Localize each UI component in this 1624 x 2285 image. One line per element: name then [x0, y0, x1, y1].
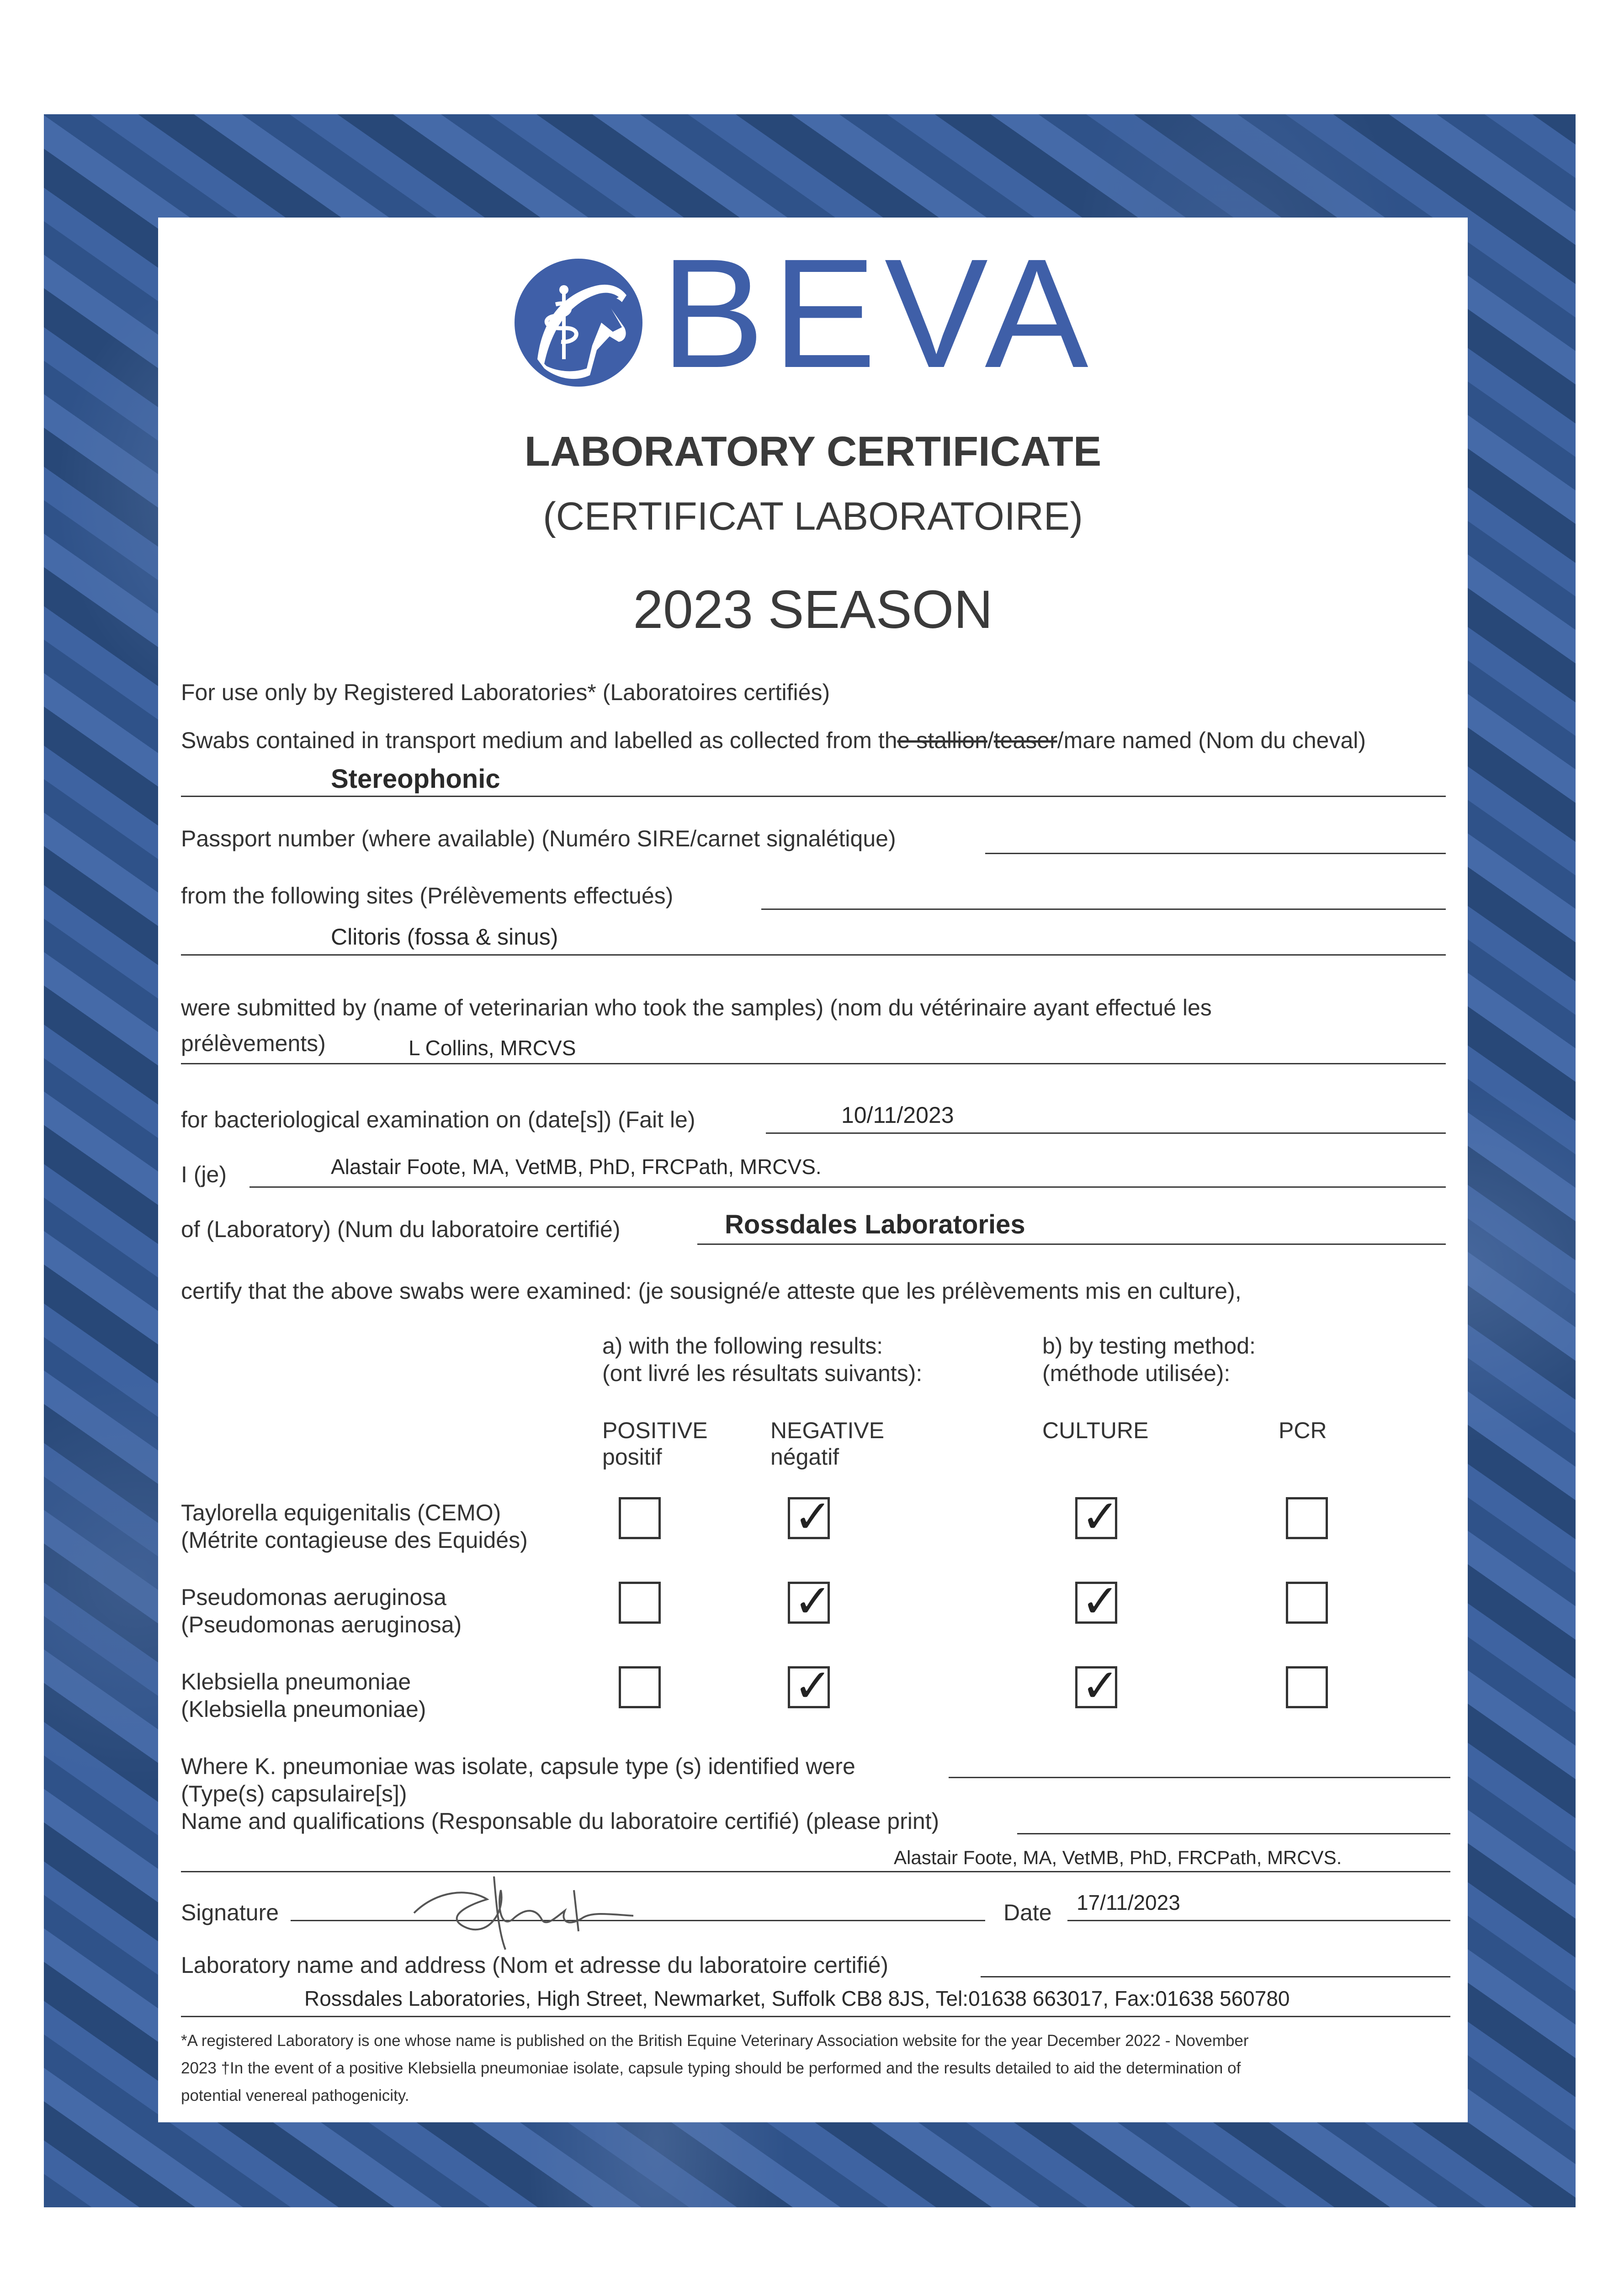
swabs-label-slash: /: [987, 728, 994, 753]
footnote-line-1: *A registered Laboratory is one whose name is published on the British Equine Veterinary Association website for the year December 2022 - November: [181, 2032, 1249, 2050]
organism-name: Klebsiella pneumoniae: [181, 1669, 411, 1695]
checkbox-pcr[interactable]: [1286, 1582, 1328, 1624]
date-value: 17/11/2023: [1077, 1891, 1180, 1914]
sites-label: from the following sites (Prélèvements effectués): [181, 883, 674, 909]
sites-line-2: [181, 954, 1446, 956]
checkbox-negative[interactable]: [788, 1574, 832, 1628]
handwritten-signature: [396, 1863, 652, 1954]
check-icon: ✓: [794, 1574, 832, 1628]
capsule-line: [949, 1777, 1450, 1778]
date-line: [1067, 1920, 1450, 1921]
results-heading-a-2: (ont livré les résultats suivants):: [602, 1360, 923, 1386]
checkbox-positive[interactable]: [619, 1582, 661, 1624]
responsible-line-2: [181, 1871, 1450, 1872]
exam-date-value: 10/11/2023: [841, 1102, 954, 1128]
exam-date-line: [766, 1132, 1446, 1134]
capsule-label-1: Where K. pneumoniae was isolate, capsule type (s) identified were: [181, 1754, 855, 1779]
organism-name: Pseudomonas aeruginosa: [181, 1584, 446, 1610]
col-negative: NEGATIVE: [770, 1418, 885, 1443]
exam-date-label: for bacteriological examination on (date[s]) (Fait le): [181, 1107, 695, 1132]
check-icon: ✓: [1081, 1574, 1120, 1628]
swabs-label-teaser: teaser: [993, 728, 1057, 753]
page-title: LABORATORY CERTIFICATE: [524, 428, 1102, 475]
address-line-2: [181, 2016, 1450, 2017]
col-pcr: PCR: [1279, 1418, 1327, 1443]
responsible-value: Alastair Foote, MA, VetMB, PhD, FRCPath, MRCVS.: [894, 1847, 1342, 1868]
submitted-line: [181, 1063, 1446, 1064]
footnote-line-2: 2023 †In the event of a positive Klebsiella pneumoniae isolate, capsule typing should be performed and the results detailed to aid the determination of: [181, 2059, 1241, 2077]
sites-line-1: [761, 909, 1446, 910]
checkbox-culture[interactable]: [1075, 1659, 1120, 1712]
lab-label: of (Laboratory) (Num du laboratoire certifié): [181, 1217, 621, 1242]
organism-name-fr: (Métrite contagieuse des Equidés): [181, 1527, 528, 1553]
swabs-label-part-e: /mare named (Nom du cheval): [1057, 728, 1366, 753]
passport-label: Passport number (where available) (Numéro SIRE/carnet signalétique): [181, 826, 896, 851]
swabs-label-part-a: Swabs contained in transport medium and labelled as collected from th: [181, 728, 897, 753]
checkbox-positive[interactable]: [619, 1497, 661, 1539]
checkbox-negative[interactable]: [788, 1659, 832, 1712]
col-positive-fr: positif: [602, 1444, 662, 1470]
check-icon: ✓: [794, 1659, 832, 1712]
sites-value: Clitoris (fossa & sinus): [331, 924, 558, 950]
responsible-label: Name and qualifications (Responsable du laboratoire certifié) (please print): [181, 1808, 939, 1834]
organism-name-fr: (Pseudomonas aeruginosa): [181, 1612, 462, 1637]
je-line: [249, 1186, 1446, 1188]
je-value: Alastair Foote, MA, VetMB, PhD, FRCPath, MRCVS.: [331, 1155, 822, 1179]
checkbox-pcr[interactable]: [1286, 1666, 1328, 1708]
col-positive: POSITIVE: [602, 1418, 708, 1443]
col-culture: CULTURE: [1042, 1418, 1149, 1443]
page-subtitle: (CERTIFICAT LABORATOIRE): [543, 494, 1083, 538]
check-icon: ✓: [1081, 1659, 1120, 1712]
je-label: I (je): [181, 1162, 227, 1187]
lab-line: [697, 1243, 1446, 1245]
address-label: Laboratory name and address (Nom et adresse du laboratoire certifié): [181, 1952, 889, 1978]
certify-text: certify that the above swabs were examined: (je sousigné/e atteste que les prélèvements mis en culture),: [181, 1278, 1242, 1304]
lab-value: Rossdales Laboratories: [725, 1210, 1025, 1239]
address-line-1: [981, 1976, 1450, 1977]
horse-name-value: Stereophonic: [331, 764, 500, 794]
results-heading-b-2: (méthode utilisée):: [1042, 1360, 1231, 1386]
checkbox-positive[interactable]: [619, 1666, 661, 1708]
swabs-label: [181, 727, 1366, 754]
organism-name-fr: (Klebsiella pneumoniae): [181, 1696, 426, 1722]
signature-label: Signature: [181, 1900, 279, 1925]
swabs-label-stallion: e stallion: [897, 728, 987, 753]
organism-name: Taylorella equigenitalis (CEMO): [181, 1500, 501, 1525]
checkbox-culture[interactable]: [1075, 1490, 1120, 1543]
horse-name-line: [181, 796, 1446, 797]
checkbox-culture[interactable]: [1075, 1574, 1120, 1628]
check-icon: ✓: [794, 1490, 832, 1543]
col-negative-fr: négatif: [770, 1444, 839, 1470]
certificate-sheet: [158, 218, 1468, 2122]
check-icon: ✓: [1081, 1490, 1120, 1543]
submitted-value: L Collins, MRCVS: [409, 1036, 576, 1060]
checkbox-negative[interactable]: [788, 1490, 832, 1543]
season-heading: 2023 SEASON: [633, 579, 993, 640]
submitted-label-1: were submitted by (name of veterinarian who took the samples) (nom du vétérinaire ayant effectué les: [181, 995, 1212, 1020]
responsible-line-1: [1017, 1833, 1450, 1834]
brand-wordmark: BEVA: [661, 227, 1097, 400]
capsule-label-2: (Type(s) capsulaire[s]): [181, 1781, 407, 1807]
footnote-line-3: potential venereal pathogenicity.: [181, 2087, 409, 2104]
intro-text: For use only by Registered Laboratories* (Laboratoires certifiés): [181, 680, 830, 705]
checkbox-pcr[interactable]: [1286, 1497, 1328, 1539]
results-heading-b-1: b) by testing method:: [1042, 1333, 1256, 1359]
horse-caduceus-icon: [510, 254, 647, 391]
submitted-label-2: prélèvements): [181, 1031, 326, 1056]
passport-line: [985, 853, 1446, 854]
results-heading-a-1: a) with the following results:: [602, 1333, 883, 1359]
date-label: Date: [1003, 1900, 1052, 1925]
address-value: Rossdales Laboratories, High Street, Newmarket, Suffolk CB8 8JS, Tel:01638 663017, Fax:01638 560780: [304, 1987, 1290, 2010]
beva-logo: [510, 227, 1154, 400]
